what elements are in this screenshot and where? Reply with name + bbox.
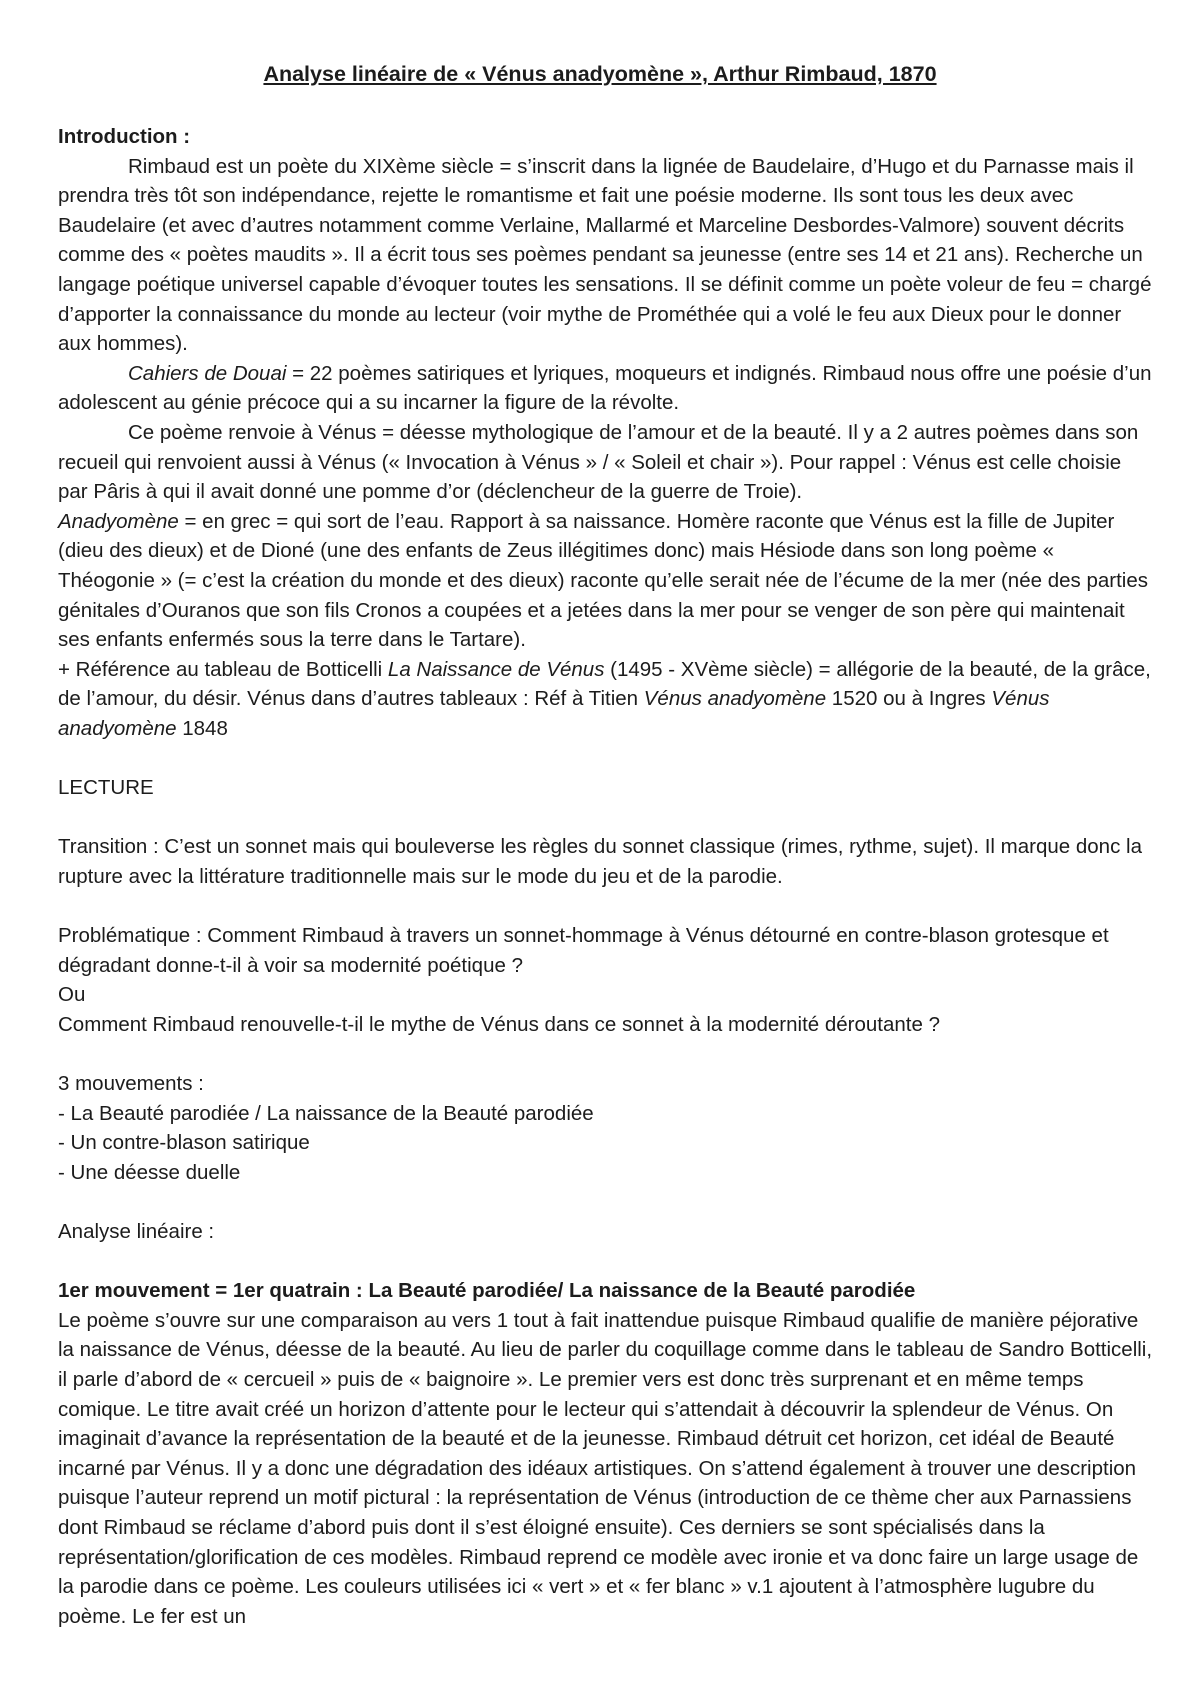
spacer — [58, 1187, 1156, 1217]
intro-paragraph-4 — [58, 507, 1156, 655]
intro-p5-d: 1848 — [176, 716, 228, 740]
intro-paragraph-2 — [58, 359, 1156, 418]
mouvement-1-text: Le poème s’ouvre sur une comparaison au vers 1 tout à fait inattendue puisque Rimbaud qualifie de manière péjorative la naissance de Vénus, déesse de la beauté. Au lieu de parler du coquillage comme dans le tableau de Sandro Botticelli, il parle d’abord de « cercueil » puis de « baignoire ». Le premier vers est donc très surprenant et en même temps comique. Le titre avait créé un horizon d’attente pour le lecteur qui s’attendait à découvrir la splendeur de Vénus. On imaginait d’avance la représentation de la beauté et de la jeunesse. Rimbaud détruit cet horizon, cet idéal de Beauté incarné par Vénus. Il y a donc une dégradation des idéaux artistiques. On s’attend également à trouver une description puisque l’auteur reprend un motif pictural : la représentation de Vénus (introduction de ce thème cher aux Parnassiens dont Rimbaud se réclame d’abord puis dont il s’est éloigné ensuite). Ces derniers se sont spécialisés dans la représentation/glorification de ces modèles. Rimbaud reprend ce modèle avec ironie et va donc faire un large usage de la parodie dans ce poème. Les couleurs utilisées ici « vert » et « fer blanc » v.1 ajoutent à l’atmosphère lugubre du poème. Le fer est un — [58, 1308, 1153, 1628]
intro-p5-a: + Référence au tableau de Botticelli — [58, 657, 388, 681]
document-title: Analyse linéaire de « Vénus anadyomène », Arthur Rimbaud, 1870 — [263, 62, 937, 86]
mouvements-heading: 3 mouvements : — [58, 1072, 204, 1095]
intro-p5-i3: Vénus anadyomène — [58, 687, 1050, 740]
mouvement-item: - Une déesse duelle — [58, 1160, 241, 1184]
intro-paragraph-5 — [58, 655, 1156, 744]
mouvement-item: - Un contre-blason satirique — [58, 1131, 310, 1155]
analyse-heading: Analyse linéaire : — [58, 1219, 215, 1243]
problematique-question-1: Problématique : Comment Rimbaud à travers un sonnet-hommage à Vénus détourné en contre-blason grotesque et dégradant donne-t-il à voir sa modernité poétique ? — [58, 924, 1109, 977]
mouvement-1-heading: 1er mouvement = 1er quatrain : La Beauté parodiée/ La naissance de la Beauté parodiée — [58, 1279, 916, 1303]
intro-p2-italic: Cahiers de Douai — [128, 361, 287, 385]
lecture-heading: LECTURE — [58, 776, 154, 800]
spacer — [58, 891, 1156, 921]
problematique-question-2: Comment Rimbaud renouvelle-t-il le mythe de Vénus dans ce sonnet à la modernité déroutante ? — [58, 1012, 940, 1036]
intro-p2-rest: = 22 poèmes satiriques et lyriques, moqueurs et indignés. Rimbaud nous offre une poésie d’un adolescent au génie précoce qui a su incarner la figure de la révolte. — [58, 361, 1152, 415]
document-body — [58, 122, 1156, 1631]
intro-p4-italic: Anadyomène — [58, 509, 179, 533]
intro-heading: Introduction : — [58, 125, 191, 148]
intro-p5-b: (1495 - XVème siècle) = allégorie de la beauté, de la grâce, de l’amour, du désir. Vénus dans d’autres tableaux : Réf à Titien — [58, 657, 1151, 711]
spacer — [58, 1039, 1156, 1069]
problematique-or: Ou — [58, 983, 86, 1007]
mouvement-item: - La Beauté parodiée / La naissance de la Beauté parodiée — [58, 1101, 594, 1125]
intro-paragraph-3: Ce poème renvoie à Vénus = déesse mythologique de l’amour et de la beauté. Il y a 2 autres poèmes dans son recueil qui renvoient aussi à Vénus (« Invocation à Vénus » / « Soleil et chair »). Pour rappel : Vénus est celle choisie par Pâris à qui il avait donné une pomme d’or (déclencheur de la guerre de Troie). — [58, 420, 1139, 504]
intro-p5-i2: Vénus anadyomène — [643, 687, 827, 711]
spacer — [58, 1247, 1156, 1277]
intro-p5-i1: La Naissance de Vénus — [387, 657, 605, 681]
intro-paragraph-1: Rimbaud est un poète du XIXème siècle = s’inscrit dans la lignée de Baudelaire, d’Hugo et du Parnasse mais il prendra très tôt son indépendance, rejette le romantisme et fait une poésie moderne. Ils sont tous les deux avec Baudelaire (et avec d’autres notamment comme Verlaine, Mallarmé et Marceline Desbordes-Valmore) souvent décrits comme des « poètes maudits ». Il a écrit tous ses poèmes pendant sa jeunesse (entre ses 14 et 21 ans). Recherche un langage poétique universel capable d’évoquer toutes les sensations. Il se définit comme un poète voleur de feu = chargé d’apporter la connaissance du monde au lecteur (voir mythe de Prométhée qui a volé le feu aux Dieux pour le donner aux hommes). — [58, 154, 1152, 356]
spacer — [58, 743, 1156, 773]
intro-p5-c: 1520 ou à Ingres — [826, 687, 992, 711]
spacer — [58, 803, 1156, 833]
intro-p4-rest: = en grec = qui sort de l’eau. Rapport à sa naissance. Homère raconte que Vénus est la fille de Jupiter (dieu des dieux) et de Dioné (une des enfants de Zeus illégitimes donc) mais Hésiode dans son long poème « Théogonie » (= c’est la création du monde et des dieux) raconte qu’elle serait née de l’écume de la mer (née des parties génitales d’Ouranos que son fils Cronos a coupées et a jetées dans la mer pour se venger de son père qui maintenait ses enfants enfermés sous la terre dans le Tartare). — [58, 509, 1148, 652]
transition-paragraph: Transition : C’est un sonnet mais qui bouleverse les règles du sonnet classique (rimes, rythme, sujet). Il marque donc la rupture avec la littérature traditionnelle mais sur le mode du jeu et de la parodie. — [58, 835, 1142, 888]
